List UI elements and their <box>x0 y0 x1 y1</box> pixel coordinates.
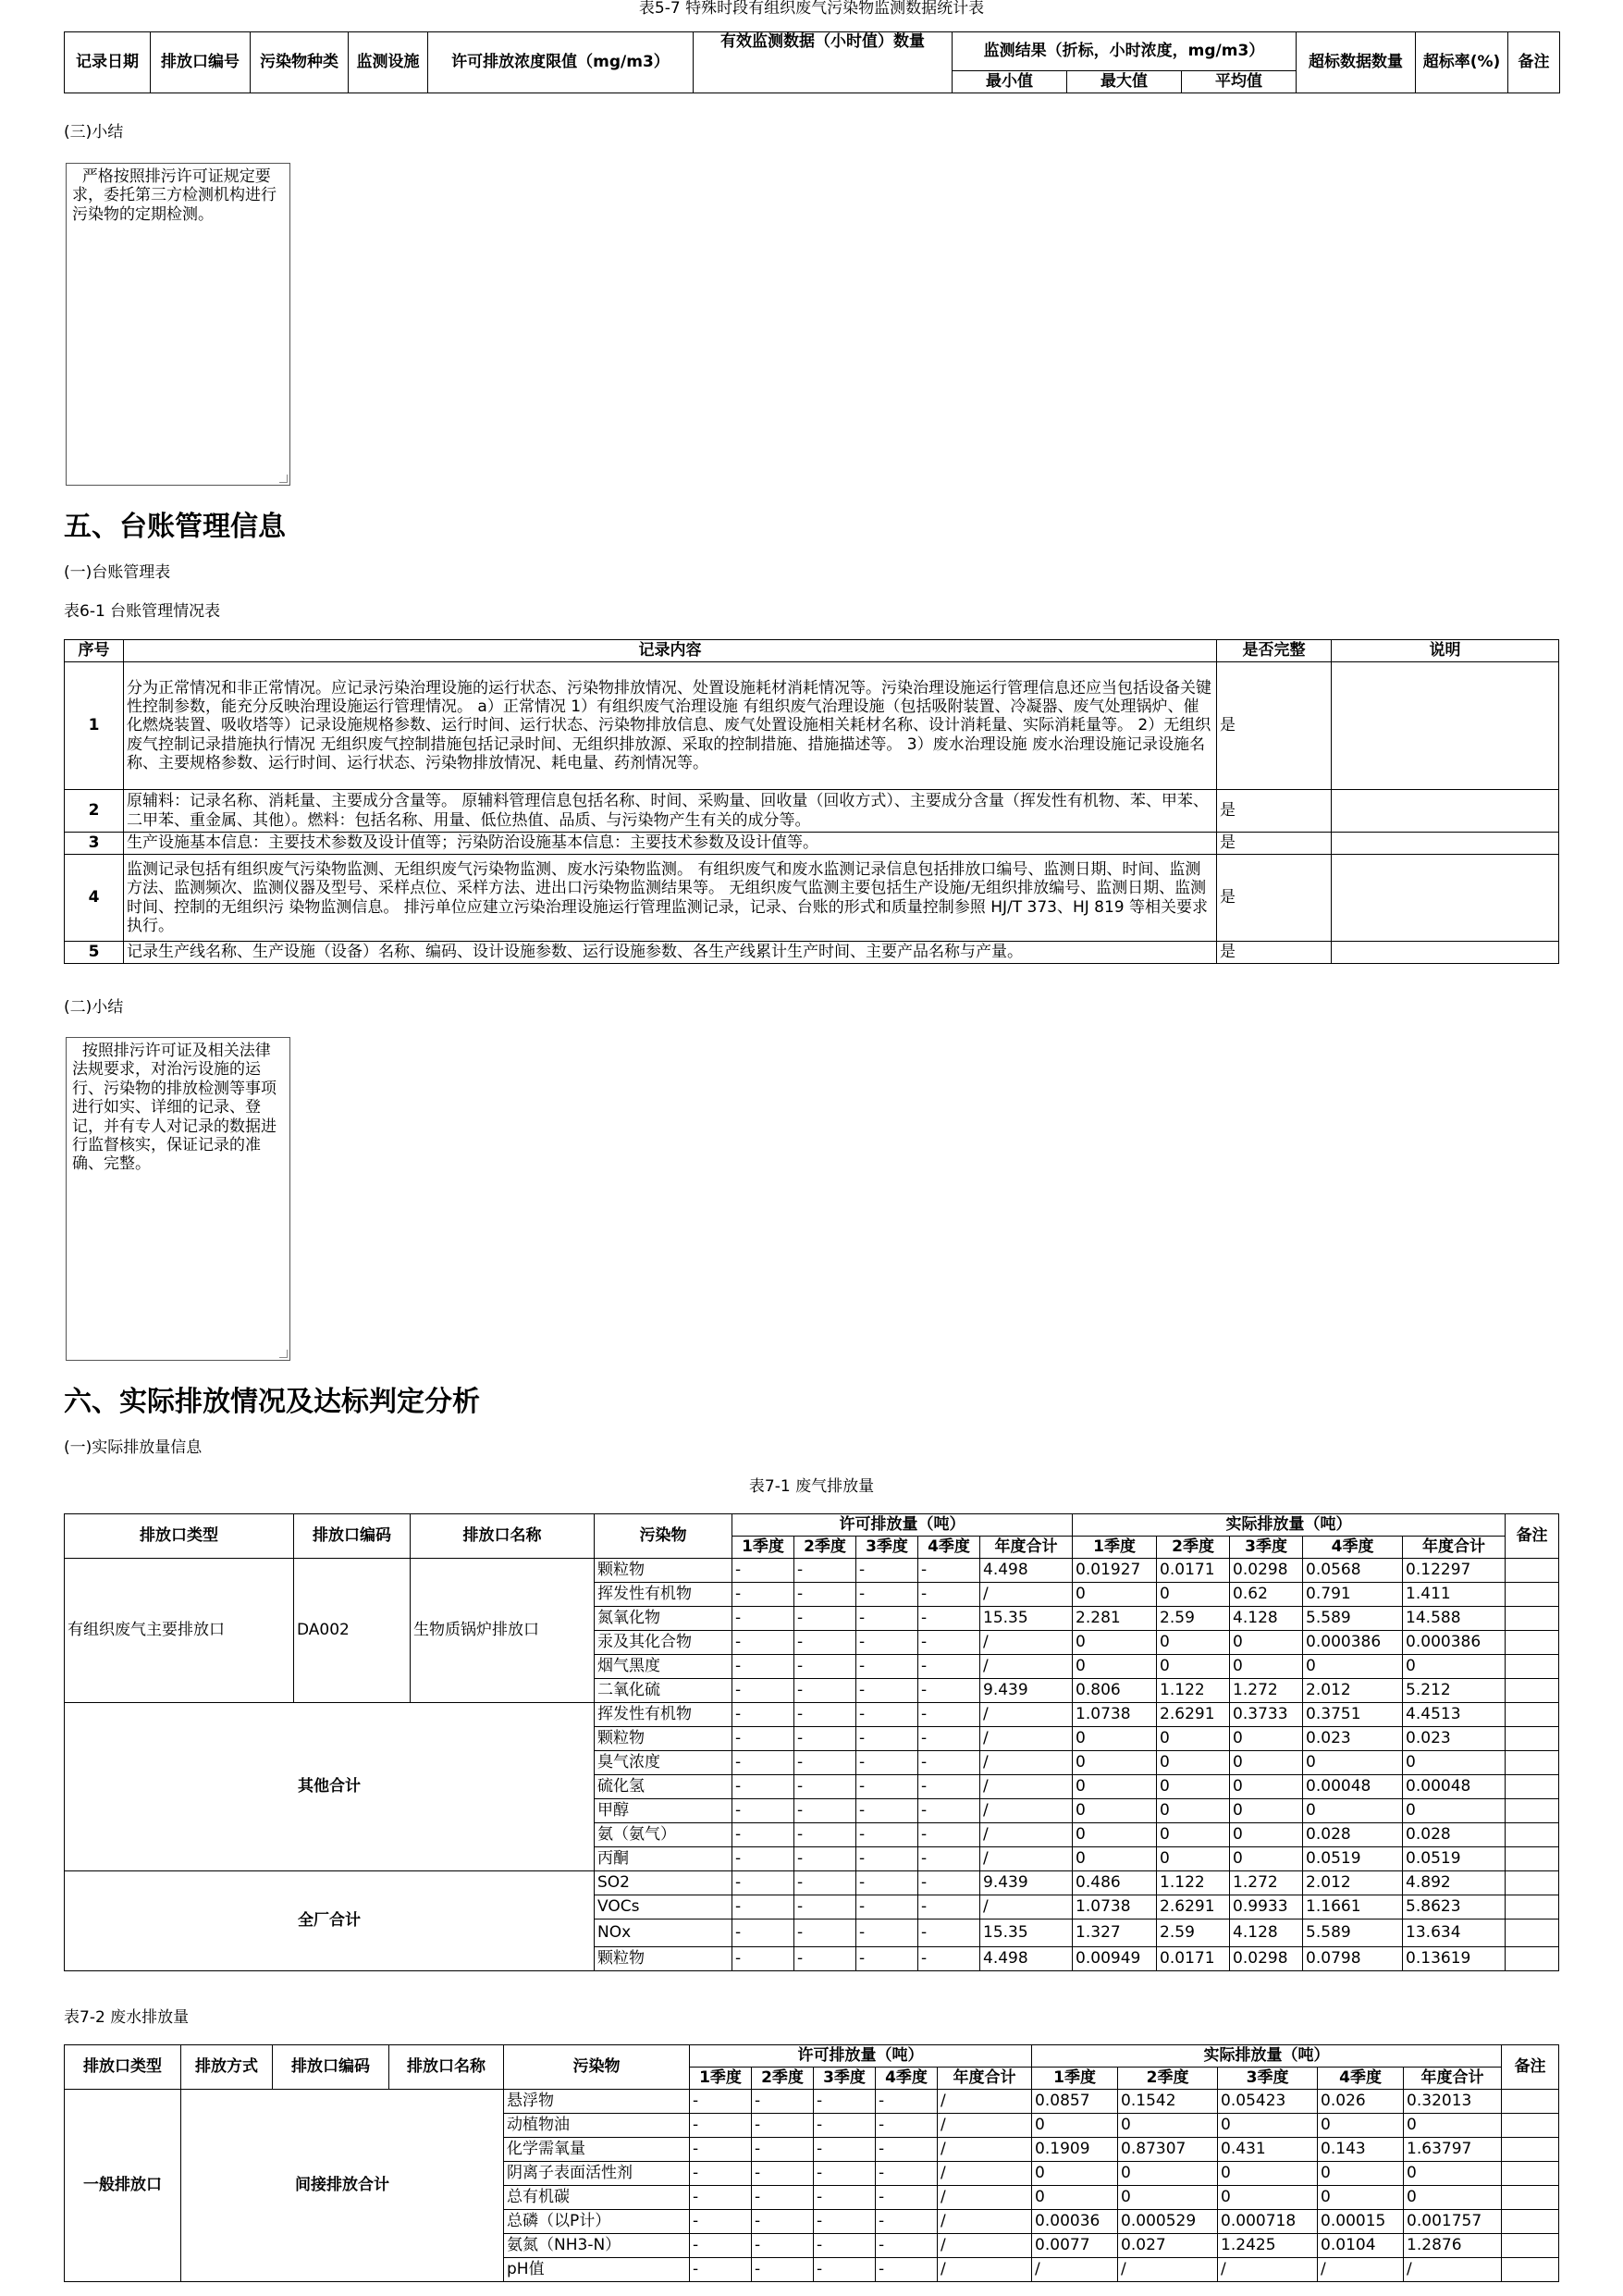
table-row: 烟气黑度 - - - - / 0 0 0 0 0 <box>65 1655 1559 1679</box>
col-no: 序号 <box>65 640 124 662</box>
col-method: 排放方式 <box>181 2045 273 2090</box>
table-row: 氨（氨气） - - - - / 0 0 0 0.028 0.028 <box>65 1823 1559 1847</box>
col-actual: 实际排放量（吨） <box>1073 1514 1506 1537</box>
table-7-2: 排放口类型 排放方式 排放口编码 排放口名称 污染物 许可排放量（吨） 实际排放量（吨） 备注 1季度 2季度 3季度 4季度 年度合计 1季度 2季度 3季度 4季度 年度合计 一般排放口 间接排放合计 悬浮物 - - - - / 0.0857 0.1542 0.05423 0.026 0.32013 动植物油 - - - - / 0 0 0 0 0 化学需氧量 - - - - / 0.1909 0.87307 0.431 0.143 1.63797 阴离子表面活性剂 - - - - / 0 0 0 0 0 总有机碳 - - - - / 0 0 0 0 0 总磷（以P计） - - - - / 0.00036 0.000529 0.000718 0.00015 0.001757 氨氮（NH3-N） - - - - / 0.0077 0.027 1.2425 0.0104 1.2876 pH值 - - - - / / / / / / <box>64 2044 1559 2282</box>
col-result: 监测结果（折标，小时浓度，mg/m3） <box>953 32 1297 71</box>
table-row: 全厂合计 SO2 - - - - 9.439 0.486 1.122 1.272 2.012 4.892 <box>65 1871 1559 1895</box>
table-row: 硫化氢 - - - - / 0 0 0 0.00048 0.00048 <box>65 1775 1559 1799</box>
table-7-1: 排放口类型 排放口编码 排放口名称 污染物 许可排放量（吨） 实际排放量（吨） 备注 1季度 2季度 3季度 4季度 年度合计 1季度 2季度 3季度 4季度 年度合计 有组织废气主要排放口 DA002 生物质锅炉排放口 颗粒物 - - - - 4.498 0.01927 0.0171 0.0298 0.0568 0.12297 挥发性有机物 - - - - / 0 0 0.62 0.791 1.411 氮氧化物 - - - - 15.35 2.281 2.59 4.128 5.589 14.588 汞及其化合物 - - - - / 0 0 0 0.000386 0.000386 烟气黑度 - - - - / 0 0 0 0 0 二氧化硫 - - - - 9.439 0.806 1.122 1.272 2.012 5.212 其他合计 挥发性有机物 - - - - / 1.0738 2.6291 0.3733 0.3751 4.4513 颗粒物 - - - - / 0 0 0 0.023 0.023 臭气浓度 - - - - / 0 0 0 0 0 硫化氢 - - - - / 0 0 0 0.00048 0.00048 甲醇 - - - - / 0 0 0 0 0 氨（氨气） - - - - / 0 0 0 0.028 0.028 丙酮 - - - - / 0 0 0 0.0519 0.0519 全厂合计 SO2 - - - - 9.439 0.486 1.122 1.272 2.012 4.892 VOCs - - - - / 1.0738 2.6291 0.9933 1.1661 5.8623 NOx - - - - 15.35 1.327 2.59 4.128 5.589 13.634 颗粒物 - - - - 4.498 0.00949 0.0171 0.0298 0.0798 0.13619 <box>64 1513 1559 1971</box>
table-row: 总有机碳 - - - - / 0 0 0 0 0 <box>65 2186 1559 2210</box>
table-row: 总磷（以P计） - - - - / 0.00036 0.000529 0.000718 0.00015 0.001757 <box>65 2210 1559 2234</box>
table-row: 2 原辅料：记录名称、消耗量、主要成分含量等。 原辅料管理信息包括名称、时间、采购量、回收量（回收方式）、主要成分含量（挥发性有机物、苯、甲苯、二甲苯、重金属、其他）。燃料：包括名称、用量、低位热值、品质、与污染物产生有关的成分等。 是 <box>65 790 1559 833</box>
table-row: 丙酮 - - - - / 0 0 0 0.0519 0.0519 <box>65 1847 1559 1871</box>
col-type: 排放口类型 <box>65 1514 294 1559</box>
col-content: 记录内容 <box>124 640 1217 662</box>
col-pollutant: 污染物种类 <box>251 32 349 93</box>
table-row: 汞及其化合物 - - - - / 0 0 0 0.000386 0.000386 <box>65 1631 1559 1655</box>
section6-sub: (一)实际排放量信息 <box>64 1438 203 1457</box>
col-permit: 许可排放量（吨） <box>732 1514 1073 1537</box>
col-actual: 实际排放量（吨） <box>1032 2045 1502 2068</box>
col-note: 备注 <box>1508 32 1560 93</box>
col-note: 备注 <box>1502 2045 1559 2090</box>
resize-grip-icon[interactable] <box>279 475 288 483</box>
table-row: 3 生产设施基本信息：主要技术参数及设计值等；污染防治设施基本信息：主要技术参数及设计值等。 是 <box>65 833 1559 855</box>
table-7-2-caption: 表7-2 废水排放量 <box>64 2008 190 2027</box>
table-6-1 <box>64 639 1559 964</box>
summary3-title: (三)小结 <box>64 123 124 142</box>
col-date: 记录日期 <box>65 32 151 93</box>
summary2-textarea[interactable]: 按照排污许可证及相关法律法规要求，对治污设施的运行、污染物的排放检测等事项进行如实、详细的记录、登记，并有专人对记录的数据进行监督核实，保证记录的准确、完整。 <box>66 1037 290 1361</box>
table-row: 4 监测记录包括有组织废气污染物监测、无组织废气污染物监测、废水污染物监测。 有组织废气和废水监测记录信息包括排放口编号、监测日期、时间、监测方法、监测频次、监测仪器及型号、采样点位、采样方法、进出口污染物监测结果等。 无组织废气监测主要包括生产设施/无组织排放编号、监测日期、监测时间、控制的无组织污 染物监测信息。 排污单位应建立污染治理设施运行管理监测记录，记录、台账的形式和质量控制参照 HJ/T 373、HJ 819 等相关要求执行。 是 <box>65 855 1559 942</box>
table-row: 臭气浓度 - - - - / 0 0 0 0 0 <box>65 1751 1559 1775</box>
col-code: 排放口编码 <box>294 1514 411 1559</box>
section6-title: 六、实际排放情况及达标判定分析 <box>64 1386 480 1418</box>
table-row: 氮氧化物 - - - - 15.35 2.281 2.59 4.128 5.589 14.588 <box>65 1607 1559 1631</box>
col-outlet: 排放口编号 <box>151 32 251 93</box>
table-row: 挥发性有机物 - - - - / 0 0 0.62 0.791 1.411 <box>65 1583 1559 1607</box>
col-type: 排放口类型 <box>65 2045 181 2090</box>
table-row: 动植物油 - - - - / 0 0 0 0 0 <box>65 2114 1559 2138</box>
col-code: 排放口编码 <box>273 2045 389 2090</box>
col-name: 排放口名称 <box>389 2045 504 2090</box>
table-row: 一般排放口 间接排放合计 悬浮物 - - - - / 0.0857 0.1542 0.05423 0.026 0.32013 <box>65 2090 1559 2114</box>
table-row: 1 分为正常情况和非正常情况。应记录污染治理设施的运行状态、污染物排放情况、处置设施耗材消耗情况等。污染治理设施运行管理信息还应当包括设备关键性控制参数，能充分反映治理设施运行管理情况。 a）正常情况 1）有组织废气治理设施 有组织废气治理设施（包括吸附装置、冷凝器、废气处理锅炉、催化燃烧装置、吸收塔等）记录设施规格参数、运行时间、运行状态、污染物排放信息、废气处置设施相关耗材名称、设计消耗量、实际消耗量等。 2）无组织废气控制记录措施执行情况 无组织废气控制措施包括记录时间、无组织排放源、采取的控制措施、措施描述等。 3）废水治理设施 废水治理设施记录设施名称、主要规格参数、运行时间、运行状态、污染物排放情况、耗电量、药剂情况等。 是 <box>65 662 1559 790</box>
col-permit: 许可排放量（吨） <box>690 2045 1032 2068</box>
table-row: 甲醇 - - - - / 0 0 0 0 0 <box>65 1799 1559 1823</box>
table-row: 二氧化硫 - - - - 9.439 0.806 1.122 1.272 2.012 5.212 <box>65 1679 1559 1703</box>
col-complete: 是否完整 <box>1217 640 1332 662</box>
table-row: 5 记录生产线名称、生产设施（设备）名称、编码、设计设施参数、运行设施参数、各生产线累计生产时间、主要产品名称与产量。 是 <box>65 942 1559 964</box>
resize-grip-icon[interactable] <box>279 1350 288 1358</box>
col-max: 最大值 <box>1067 71 1182 93</box>
table-row: pH值 - - - - / / / / / / <box>65 2258 1559 2282</box>
table-row: 颗粒物 - - - - 4.498 0.00949 0.0171 0.0298 0.0798 0.13619 <box>65 1947 1559 1971</box>
table-row: 其他合计 挥发性有机物 - - - - / 1.0738 2.6291 0.3733 0.3751 4.4513 <box>65 1703 1559 1727</box>
table-5-7-caption: 表5-7 特殊时段有组织废气污染物监测数据统计表 <box>638 0 985 18</box>
summary3-textarea[interactable]: 严格按照排污许可证规定要求，委托第三方检测机构进行污染物的定期检测。 <box>66 163 290 486</box>
table-row: NOx - - - - 15.35 1.327 2.59 4.128 5.589 13.634 <box>65 1920 1559 1947</box>
table-6-1-caption: 表6-1 台账管理情况表 <box>64 602 221 621</box>
col-facility: 监测设施 <box>349 32 428 93</box>
col-note: 备注 <box>1506 1514 1559 1559</box>
section5-title: 五、台账管理信息 <box>64 511 286 543</box>
table-5-7 <box>64 31 1560 93</box>
table-7-1-caption: 表7-1 废气排放量 <box>748 1477 875 1496</box>
section5-sub: (一)台账管理表 <box>64 563 171 582</box>
col-min: 最小值 <box>953 71 1067 93</box>
col-pollutant: 污染物 <box>504 2045 690 2090</box>
col-rate: 超标率(%) <box>1416 32 1508 93</box>
summary2-title: (二)小结 <box>64 998 124 1017</box>
col-avg: 平均值 <box>1182 71 1297 93</box>
col-note: 说明 <box>1332 640 1559 662</box>
table-row: 氨氮（NH3-N） - - - - / 0.0077 0.027 1.2425 0.0104 1.2876 <box>65 2234 1559 2258</box>
col-over: 超标数据数量 <box>1297 32 1416 93</box>
table-row: 化学需氧量 - - - - / 0.1909 0.87307 0.431 0.143 1.63797 <box>65 2138 1559 2162</box>
col-name: 排放口名称 <box>411 1514 595 1559</box>
col-pollutant: 污染物 <box>595 1514 732 1559</box>
col-count: 有效监测数据（小时值）数量 <box>694 32 953 93</box>
table-row: 有组织废气主要排放口 DA002 生物质锅炉排放口 颗粒物 - - - - 4.498 0.01927 0.0171 0.0298 0.0568 0.12297 <box>65 1559 1559 1583</box>
table-row: VOCs - - - - / 1.0738 2.6291 0.9933 1.1661 5.8623 <box>65 1895 1559 1920</box>
table-row: 颗粒物 - - - - / 0 0 0 0.023 0.023 <box>65 1727 1559 1751</box>
col-limit: 许可排放浓度限值（mg/m3） <box>428 32 694 93</box>
table-row: 阴离子表面活性剂 - - - - / 0 0 0 0 0 <box>65 2162 1559 2186</box>
